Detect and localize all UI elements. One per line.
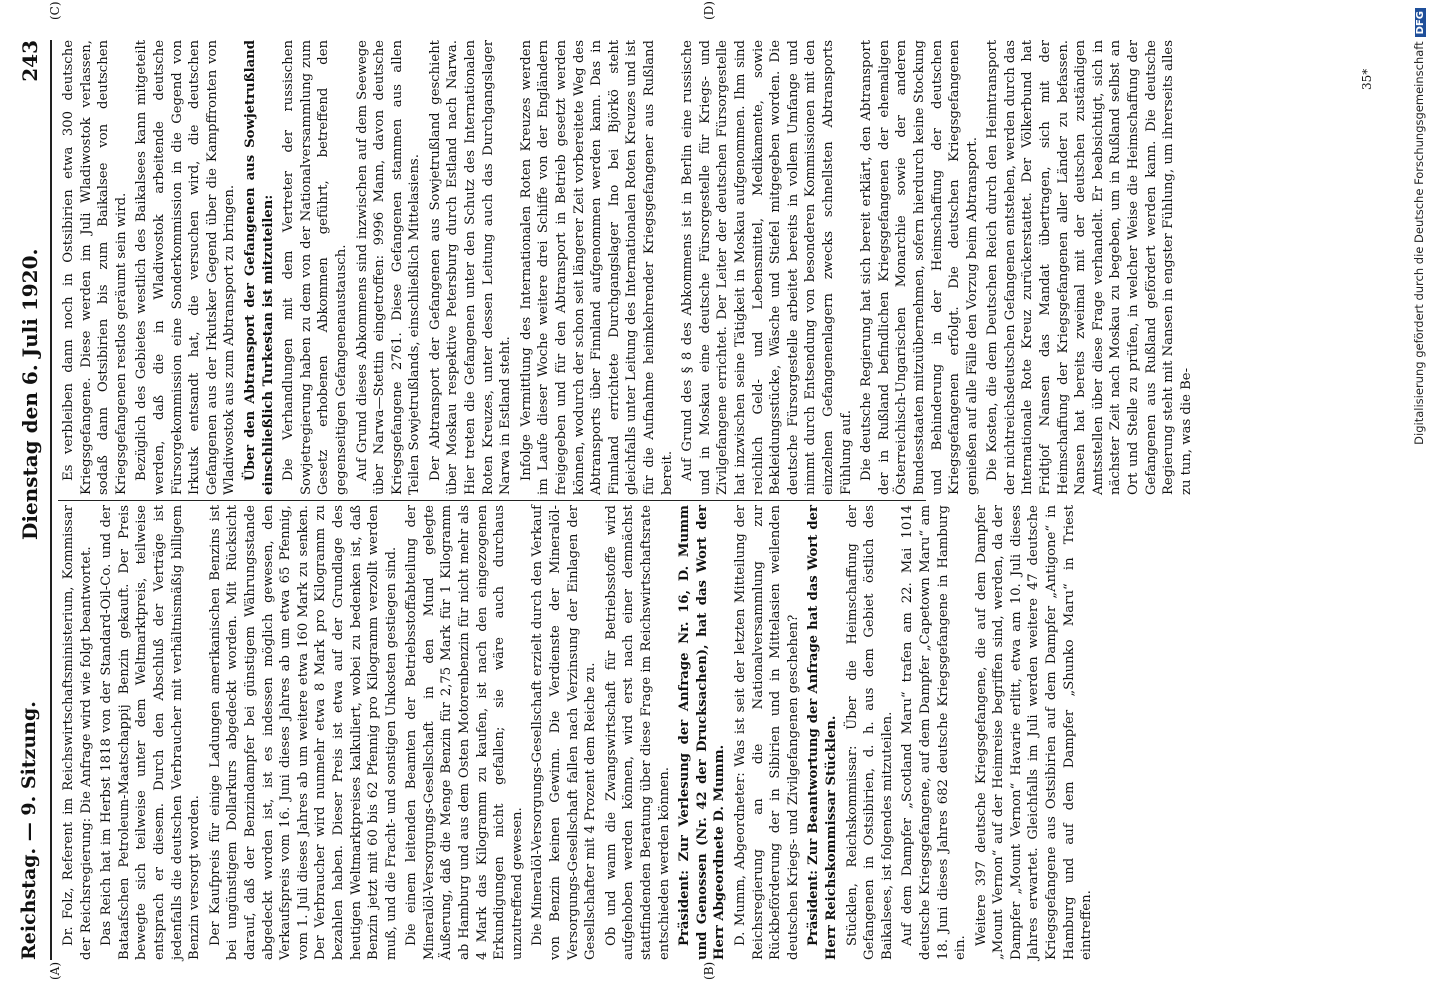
margin-mark-a: (A) <box>48 961 62 980</box>
footnote-mark: 35* <box>1360 68 1374 90</box>
paragraph: Auf Grund des § 8 des Abkommens ist in Berlin eine russische und in Moskau eine deutsche Fürsorgestelle für Kriegs- und Zivilgefangene errichtet. Der Leiter der deutschen Fürsorgestelle hat inzwischen seine Tätigkeit in Moskau aufgenommen. Ihm sind reichlich Geld- und Lebensmittel, Medikamente, sowie Bekleidungsstücke, Wäsche und Stiefel mitgegeben worden. Die deutsche Fürsorgestelle arbeitet bereits in vollem Umfange und nimmt durch Entsendung von besonderen Kommissionen mit den einzelnen Gefangenenlagern zwecks schnellsten Abtransports Fühlung auf. <box>680 40 854 495</box>
left-column <box>60 505 1095 960</box>
paragraph: Präsident: Zur Verlesung der Anfrage Nr. 16, D. Mumm und Genossen (Nr. 42 der Drucksachen), hat das Wort der Herr Abgeordnete D. Mumm. <box>677 505 728 960</box>
margin-mark-c: (C) <box>48 1 62 20</box>
paragraph: Das Reich hat im Herbst 1818 von der Standard-Oil-Co. und der Bataafschen Petroleum-Maatschappij Benzin gekauft. Der Preis bewegte sich teilweise unter dem Weltmarktpreis, teilweise entsprach er diesem. Durch den Abschluß der Verträge ist jedenfalls die deutschen Verbraucher mit verhältnismäßig billigem Benzin versorgt worden. <box>99 505 203 960</box>
paragraph: Bezüglich des Gebietes westlich des Baikalsees kann mitgeteilt werden, daß die in Wladiwostok arbeitende deutsche Fürsorgekommission eine Sonderkommission in die Gegend von Irkutsk entsandt hat, die versuchen wird, die deutschen Gefangenen aus der Irkutsker Gegend über die Kampffronten von Wladiwostok aus zum Abtransport zu bringen. <box>134 40 238 495</box>
paragraph: Die Kosten, die dem Deutschen Reich durch den Heimtransport der nichtreichsdeutschen Gefangenen entstehen, werden durch das Internationale Rote Kreuz zurückerstattet. Der Völkerbund hat Fridtjof Nansen das Mandat übertragen, sich mit der Heimschaffung der Kriegsgefangenen aller Länder zu befassen. Nansen hat bereits zweimal mit der deutschen zuständigen Amtsstellen über diese Frage verhandelt. Er beabsichtigt, sich in nächster Zeit nach Moskau zu begeben, um in Rußland selbst an Ort und Stelle zu prüfen, in welcher Weise die Heimschaffung der Gefangenen aus Rußland gefördert werden kann. Die deutsche Regierung steht mit Nansen in engster Fühlung, um ihrerseits alles zu tun, was die Be- <box>985 40 1194 495</box>
paragraph: Die einem leitenden Beamten der Betriebsstoffabteilung der Mineralöl-Versorgungs-Gesellschaft in den Mund gelegte Äußerung, daß die Menge Benzin für 2,75 Mark für 1 Kilogramm ab Hamburg und aus dem Osten Motorenbenzin für nicht mehr als 4 Mark das Kilogramm zu kaufen, ist nach den eingezogenen Erkundigungen nicht gefallen; sie wäre auch durchaus unzutreffend gewesen. <box>404 505 525 960</box>
paragraph: Infolge Vermittlung des Internationalen Roten Kreuzes werden im Laufe dieser Woche weitere drei Schiffe von der Engländern freigegeben und für den Abtransport in Betrieb gesetzt werden können, wodurch der schon seit längerer Zeit vorbereitete Weg des Abtransports über Finnland aufgenommen werden kann. Das in Finnland errichtete Durchgangslager Ino bei Björkö steht gleichfalls unter Leitung des Internationalen Roten Kreuzes und ist für die Aufnahme heimkehrender Kriegsgefangener aus Rußland bereit. <box>518 40 675 495</box>
paragraph: Die Mineralöl-Versorgungs-Gesellschaft erzielt durch den Verkauf von Benzin keinen Gewinn. Die Verdienste der Mineralöl-Versorgungs-Gesellschaft fallen nach Verzinsung der Einlagen der Gesellschafter mit 4 Prozent dem Reiche zu. <box>530 505 599 960</box>
dfg-logo: DFG <box>1415 8 1426 37</box>
margin-mark-b: (B) <box>702 961 716 980</box>
page-number: 243 <box>18 40 42 82</box>
paragraph: Weitere 397 deutsche Kriegsgefangene, die auf dem Dampfer „Mount Vernon“ auf der Heimreise begriffen sind, werden, da der Dampfer „Mount Vernon“ Havarie erlitt, etwa am 10. Juli dieses Jahres erwartet. Gleichfalls im Juli werden weitere 47 deutsche Kriegsgefangene aus Ostsibirien auf dem Dampfer „Antigone“ in Hamburg und auf dem Dampfer „Shunko Maru“ in Triest eintreffen. <box>973 505 1095 960</box>
paragraph: D. Mumm, Abgeordneter: Was ist seit der letzten Mitteilung der Reichsregierung an die Nationalversammlung zur Rückbeförderung der in Sibirien und in Mittelasien weilenden deutschen Kriegs- und Zivilgefangenen geschehen? <box>732 505 801 960</box>
paragraph: Über den Abtransport der Gefangenen aus Sowjetrußland einschließlich Turkestan ist mitzuteilen: <box>242 40 276 495</box>
paragraph: Stücklen, Reichskommissar: Über die Heimschaffung der Gefangenen in Ostsibirien, d. h. aus dem Gebiet östlich des Baikalsees, ist folgendes mitzuteilen. <box>844 505 895 960</box>
paragraph: Der Kaufpreis für einige Ladungen amerikanischen Benzins ist bei ungünstigem Dollarkurs abgedeckt worden. Mit Rücksicht darauf, daß der Benzindampfer bei günstigem Währungsstande abgedeckt worden ist, ist es indessen möglich gewesen, den Verkaufspreis vom 16. Juni dieses Jahres ab um etwa 65 Pfennig, vom 1. Juli dieses Jahres ab um weitere etwa 160 Mark zu senken. Der Verbraucher wird nunmehr etwa 8 Mark pro Kilogramm zu bezahlen haben. Dieser Preis ist etwa auf der Grundlage des heutigen Weltmarktpreises kalkuliert, wobei zu bedenken ist, daß Benzin jetzt mit 60 bis 62 Pfennig pro Kilogramm verzollt werden muß, und die Fracht- und sonstigen Unkosten gestiegen sind. <box>207 505 399 960</box>
header-rule <box>50 40 52 960</box>
margin-mark-d: (D) <box>702 1 716 20</box>
paragraph: Ob und wann die Zwangswirtschaft für Betriebsstoffe wird aufgehoben werden können, wird erst nach einer demnächst stattfindenden Beratung über diese Frage im Reichswirtschaftsrate entschieden werden können. <box>603 505 672 960</box>
paragraph: Es verbleiben dann noch in Ostsibirien etwa 300 deutsche Kriegsgefangene. Diese werden im Juli Wladiwostok verlassen, sodaß dann Ostsibirien bis zum Baikalsee von deutschen Kriegsgefangenen restlos geräumt sein wird. <box>61 40 129 495</box>
page-header <box>8 40 48 960</box>
credit-text: Digitalisierung gefördert durch die Deutsche Forschungsgemeinschaft <box>1412 41 1426 445</box>
paragraph: Der Abtransport der Gefangenen aus Sowjetrußland geschieht über Moskau respektive Petersburg durch Estland nach Narwa. Hier treten die Gefangenen unter den Schutz des Internationalen Roten Kreuzes, unter dessen Leitung auch das Durchgangslager Narwa in Estland steht. <box>427 40 514 495</box>
paragraph: Dr. Folz, Referent im Reichswirtschaftsministerium, Kommissar der Reichsregierung: Die Anfrage wird wie folgt beantwortet. <box>61 505 94 960</box>
paragraph: Präsident: Zur Beantwortung der Anfrage hat das Wort der Herr Reichskommissar Stücklen. <box>806 505 839 960</box>
header-date: Dienstag den 6. Juli 1920. <box>18 248 42 540</box>
header-left: Reichstag. — 9. Sitzung. <box>18 701 40 960</box>
column-divider <box>58 500 926 501</box>
paragraph: Die deutsche Regierung hat sich bereit erklärt, den Abtransport der in Rußland befindlichen Kriegsgefangenen der ehemaligen Österreichisch-Ungarischen Monarchie sowie der anderen Bundesstaaten mitzuübernehmen, sofern hierdurch keine Stockung und Behinderung in der Heimschaffung der deutschen Kriegsgefangenen erfolgt. Die deutschen Kriegsgefangenen genießen auf alle Fälle den Vorzug beim Abtransport. <box>859 40 980 495</box>
digitization-credit <box>1412 8 1432 992</box>
paragraph: Auf dem Dampfer „Scotland Maru“ trafen am 22. Mai 1014 deutsche Kriegsgefangene, auf dem Dampfer „Capetown Maru“ am 18. Juni dieses Jahres 682 deutsche Kriegsgefangene in Hamburg ein. <box>900 505 969 960</box>
paragraph: Die Verhandlungen mit dem Vertreter der russischen Sowjetregierung haben zu dem von der Nationalversammlung zum Gesetz erhobenen Abkommen geführt, betreffend den gegenseitigen Gefangenenaustausch. <box>281 40 349 495</box>
right-column <box>60 40 1194 495</box>
paragraph: Auf Grund dieses Abkommens sind inzwischen auf dem Seewege über Narwa—Stettin eingetroffen: 9996 Mann, davon deutsche Kriegsgefangene 2761. Diese Gefangenen stammen aus allen Teilen Sowjetrußlands, einschließlich Mittelasiens. <box>354 40 423 495</box>
